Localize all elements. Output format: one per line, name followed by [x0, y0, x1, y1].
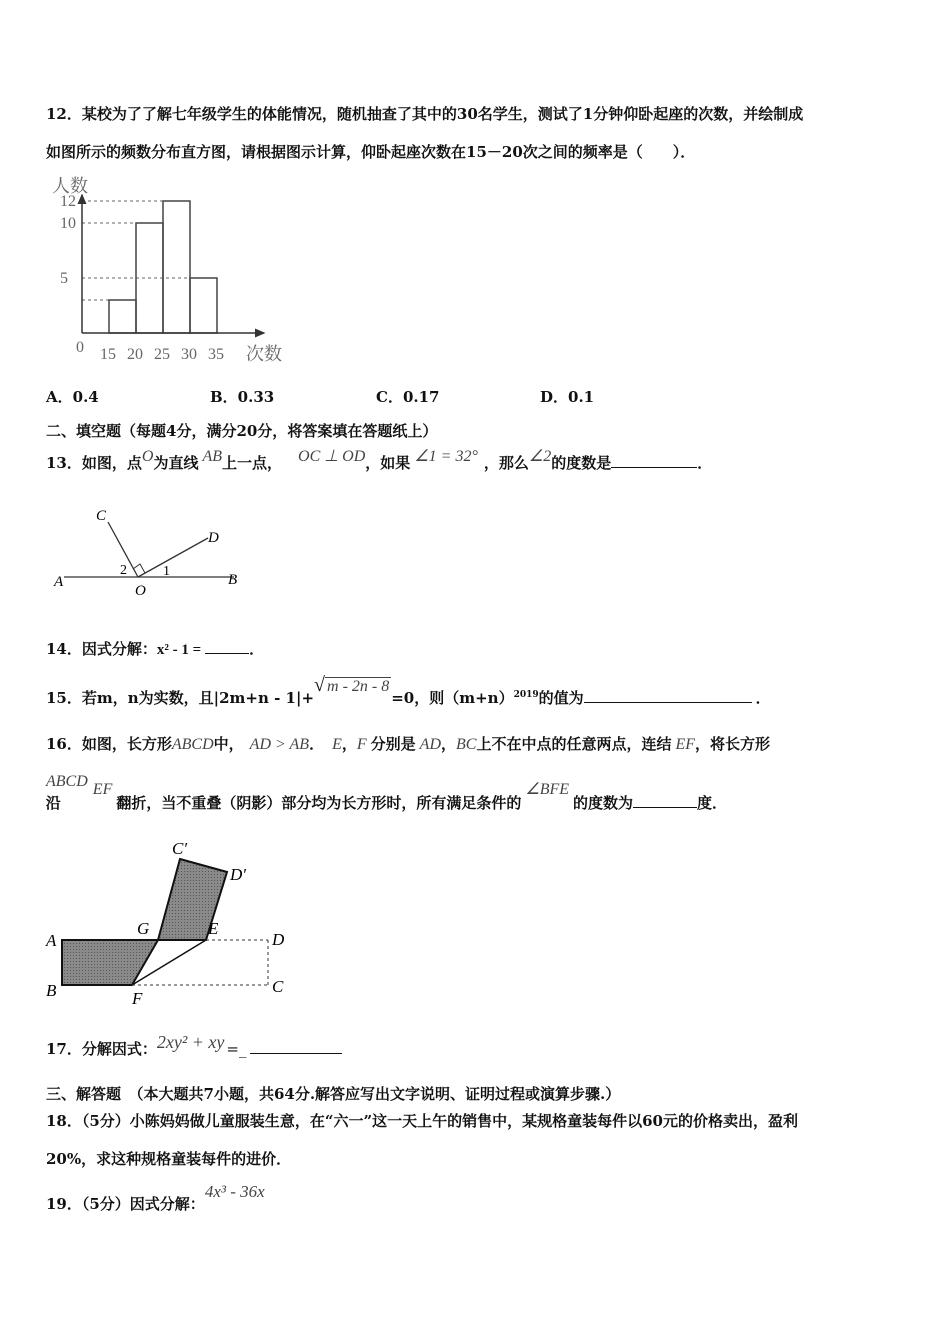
q16-t3: 分别是: [370, 735, 416, 753]
angle-1-value: ∠1 = 32°: [414, 448, 478, 465]
angle-2: ∠2: [528, 448, 552, 465]
histogram-bar: [109, 300, 136, 333]
q17-prefix: 17．分解因式：: [46, 1040, 157, 1058]
q13-t3: ，如果: [365, 454, 411, 472]
q17-expression: 2xy² + xy: [156, 1032, 225, 1052]
y-tick-label: 5: [60, 270, 68, 287]
q16-t5: ，将长方形: [695, 735, 771, 753]
q16-line2: [45, 773, 728, 812]
histogram-chart: [46, 170, 296, 370]
fig-label-c: C: [272, 977, 284, 996]
rect-abcd-2: ABCD: [46, 773, 88, 790]
q19-prefix: 19．（5分）因式分解：: [46, 1195, 205, 1213]
x-tick-label: 25: [154, 346, 170, 363]
segment-ef: EF: [675, 736, 696, 753]
fig-label-a: A: [46, 931, 57, 950]
fig-label-d-prime: D′: [230, 865, 246, 884]
fig-label-e: E: [208, 919, 219, 938]
x-tick-label: 15: [100, 346, 116, 363]
q16-t1: 中，: [213, 735, 244, 753]
q17-eq: =_: [226, 1040, 247, 1058]
q14-expression: x² - 1 =: [156, 642, 202, 658]
fig-label-f: F: [132, 989, 143, 1008]
q14-answer-blank[interactable]: [205, 639, 249, 654]
rect-abcd: ABCD: [171, 736, 214, 753]
side-bc: BC: [456, 736, 477, 753]
q13-end: ．: [697, 454, 713, 472]
q16-line1: [46, 733, 770, 754]
q15-t: 的值为: [538, 689, 584, 707]
label-d: D: [208, 530, 219, 546]
condition-ad-gt-ab: AD > AB: [249, 736, 310, 753]
fig-label-b: B: [46, 981, 57, 1000]
line-ab: AB: [202, 448, 222, 465]
q16-t6: 沿: [45, 794, 61, 812]
q13-t2: 上一点，: [222, 454, 283, 472]
q17-line: [46, 1032, 342, 1059]
fig-label-d: D: [272, 930, 285, 949]
x-tick-label: 30: [181, 346, 197, 363]
q18-line2: 20%，求这种规格童装每件的进价．: [46, 1150, 292, 1168]
q12-line2: 如图所示的频数分布直方图，请根据图示计算，仰卧起座次数在15－20次之间的频率是（ ）．: [46, 143, 696, 161]
q16-t2: ．: [309, 735, 325, 753]
y-axis-label: 人数: [52, 176, 88, 196]
option-d: D．0.1: [540, 388, 595, 406]
perpendicular-condition: OC ⊥ OD: [298, 448, 366, 465]
point-f: F: [356, 736, 367, 753]
q15-line: [46, 674, 771, 709]
x-axis-label: 次数: [246, 344, 282, 364]
histogram-bar: [163, 201, 190, 333]
q16-t4: 上不在中点的任意两点，连结: [476, 735, 672, 753]
q13-answer-blank[interactable]: [611, 453, 697, 468]
q15-answer-blank[interactable]: [584, 688, 752, 703]
q14-line: [46, 638, 264, 659]
label-a: A: [54, 574, 64, 590]
q15-mid: =0，则（m+n）: [391, 689, 514, 707]
q16-unit: 度．: [697, 794, 728, 812]
x-tick-label: 35: [208, 346, 224, 363]
fig-label-c-prime: C′: [172, 839, 188, 858]
fig-label-g: G: [137, 919, 150, 938]
label-b: B: [228, 572, 238, 588]
y-tick-label: 12: [60, 193, 76, 210]
side-ad: AD: [419, 736, 441, 753]
q16-t8: 的度数为: [573, 794, 634, 812]
q14-prefix: 14．因式分解：: [46, 640, 157, 658]
q13-t4: ，那么: [483, 454, 529, 472]
q17-answer-blank[interactable]: [250, 1039, 342, 1054]
q16-comma2: ，: [441, 735, 457, 753]
origin-label: 0: [76, 339, 84, 356]
q13-t1: 为直线: [153, 454, 199, 472]
q16-prefix: 16．如图，长方形: [46, 735, 172, 753]
y-tick-label: 10: [60, 215, 76, 232]
option-a: A．0.4: [46, 388, 99, 406]
q18-line1: 18．（5分）小陈妈妈做儿童服装生意，在“六一”这一天上午的销售中，某规格童装每件以60元的价格卖出，盈利: [46, 1112, 798, 1130]
q19-expression: 4x³ - 36x: [204, 1182, 265, 1201]
label-c: C: [96, 508, 107, 524]
q15-prefix: 15．若m，n为实数，且|2m+n - 1|+: [46, 689, 315, 707]
q19-line: [46, 1182, 265, 1214]
point-o: O: [141, 448, 154, 465]
q16-figure: [40, 832, 300, 1012]
q15-end: ．: [755, 689, 771, 707]
angle-bfe: ∠BFE: [525, 781, 570, 798]
section2-heading: 二、填空题（每题4分，满分20分，将答案填在答题纸上）: [46, 422, 438, 440]
option-b: B．0.33: [210, 388, 275, 406]
q12-line1: 12．某校为了了解七年级学生的体能情况，随机抽查了其中的30名学生，测试了1分钟仰卧起座的次数，并绘制成: [46, 105, 804, 123]
sqrt-symbol: √: [314, 674, 326, 696]
option-c: C．0.17: [376, 388, 440, 406]
q16-answer-blank[interactable]: [633, 793, 697, 808]
label-angle-1: 1: [163, 564, 170, 579]
q13-line: [46, 448, 713, 473]
label-o: O: [135, 583, 146, 599]
q15-radicand: m - 2n - 8: [327, 678, 390, 695]
label-angle-2: 2: [120, 563, 127, 578]
q13-t5: 的度数是: [551, 454, 612, 472]
q13-figure: [46, 500, 256, 600]
q13-prefix: 13．如图，点: [46, 454, 142, 472]
point-e: E: [332, 736, 342, 753]
q15-exponent: 2019: [513, 690, 539, 700]
x-tick-label: 20: [127, 346, 143, 363]
q16-t7: 翻折，当不重叠（阴影）部分均为长方形时，所有满足条件的: [116, 794, 522, 812]
q16-comma: ，: [341, 735, 357, 753]
histogram-bar: [190, 278, 217, 333]
section3-heading: 三、解答题 （本大题共7小题，共64分.解答应写出文字说明、证明过程或演算步骤.）: [46, 1085, 621, 1103]
segment-ef-2: EF: [92, 781, 113, 798]
q14-end: ．: [249, 640, 265, 658]
